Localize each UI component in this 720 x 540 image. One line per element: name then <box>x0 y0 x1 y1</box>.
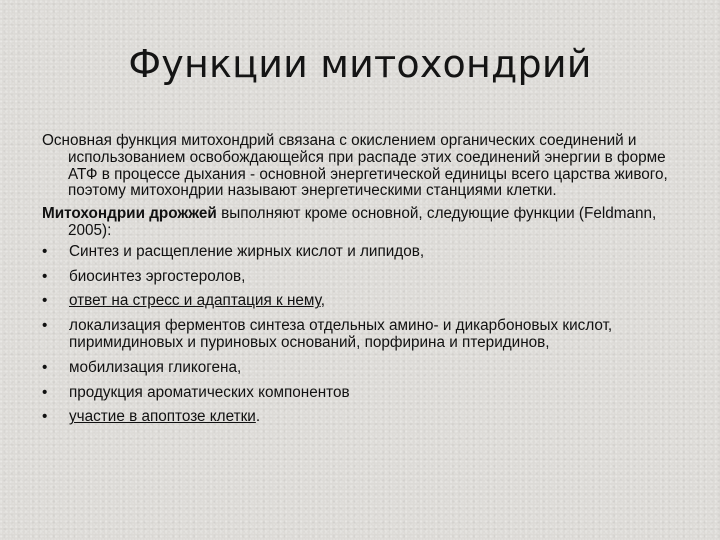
bullet-icon: • <box>42 267 48 285</box>
bullet-icon: • <box>42 383 48 401</box>
yeast-paragraph-text: выполняют кроме основной, следующие функции (Feldmann, 2005): <box>68 205 657 239</box>
list-item-text: биосинтез эргостеролов, <box>69 267 246 285</box>
list-item-text: Синтез и расщепление жирных кислот и липидов, <box>69 242 425 260</box>
bullet-icon: • <box>42 292 48 310</box>
stress-link[interactable]: ответ на стресс и адаптация к нему <box>69 292 321 310</box>
bullet-icon: • <box>42 317 48 335</box>
slide-content <box>42 133 682 434</box>
functions-list <box>42 244 682 426</box>
bullet-icon: • <box>42 242 48 260</box>
list-item-suffix: , <box>320 292 325 310</box>
slide-title: Функции митохондрий <box>128 42 592 86</box>
list-item <box>42 293 682 310</box>
apoptosis-link[interactable]: участие в апоптозе клетки <box>69 408 256 426</box>
list-item-text: продукция ароматических компонентов <box>69 383 350 401</box>
list-item <box>42 244 682 261</box>
list-item <box>42 360 682 377</box>
list-item-suffix: . <box>255 408 261 426</box>
bullet-icon: • <box>42 358 48 376</box>
list-item <box>42 409 682 426</box>
list-item <box>42 385 682 402</box>
yeast-paragraph-bold: Митохондрии дрожжей <box>42 205 217 223</box>
list-item-text: мобилизация гликогена, <box>69 358 242 376</box>
list-item <box>42 269 682 286</box>
intro-paragraph: Основная функция митохондрий связана с окислением органических соединений и использованием освобождающейся при распаде этих соединений энергии в форме АТФ в процессе дыхания - основной энергетической единицы всего царства живого, поэтому митохондрии называют энергетическими станциями клетки. <box>42 132 668 200</box>
yeast-paragraph <box>42 206 682 240</box>
list-item <box>42 318 682 352</box>
bullet-icon: • <box>42 408 48 426</box>
list-item-text: локализация ферментов синтеза отдельных амино- и дикарбоновых кислот, пиримидиновых и пуриновых оснований, порфирина и птеридинов, <box>69 317 613 351</box>
